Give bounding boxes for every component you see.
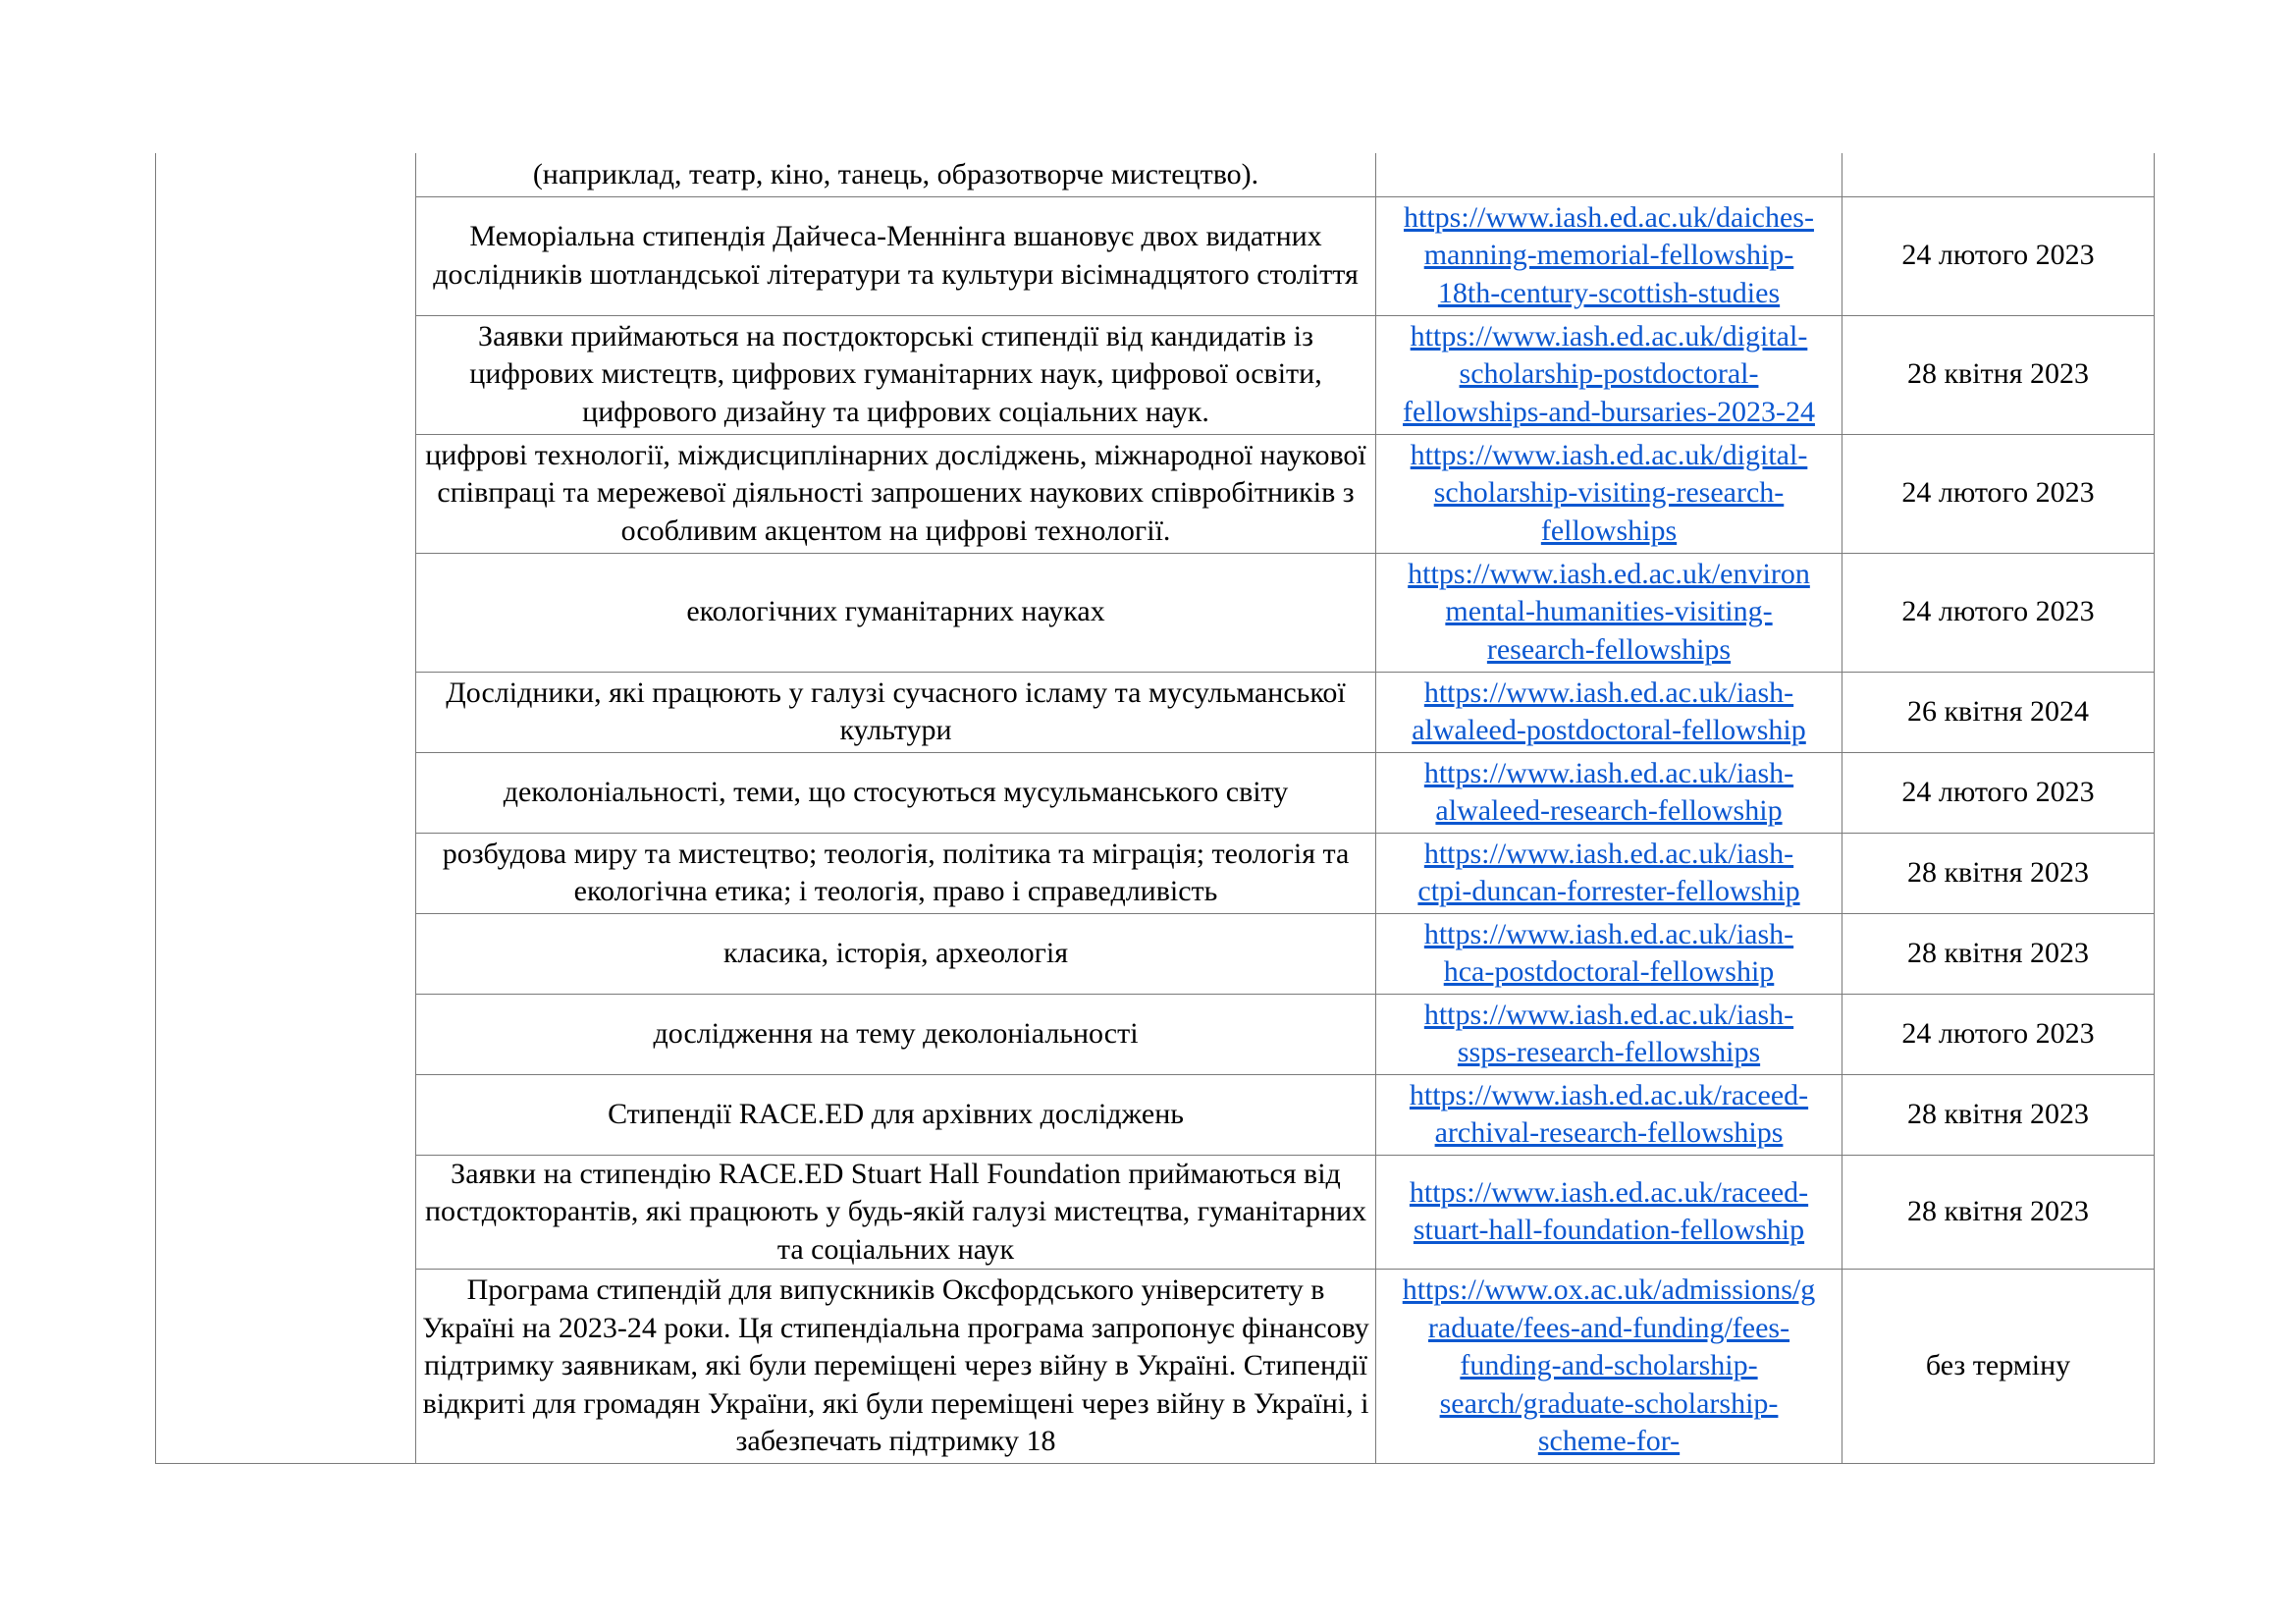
description-cell: [416, 913, 1376, 994]
description-cell: [416, 1155, 1376, 1270]
link-line: https://www.iash.ed.ac.uk/iash-: [1423, 756, 1794, 789]
description-text: деколоніальності, теми, що стосуються мусульманського світу: [503, 775, 1289, 808]
link-line: https://www.ox.ac.uk/admissions/g: [1402, 1273, 1816, 1307]
fellowship-link[interactable]: [1380, 997, 1838, 1072]
link-cell: [1376, 672, 1842, 752]
table-row: [156, 1270, 2155, 1464]
link-line: https://www.iash.ed.ac.uk/raceed-: [1409, 1078, 1809, 1111]
empty-cell: [156, 1074, 416, 1155]
deadline-cell: [1842, 994, 2155, 1074]
table-row: [156, 153, 2155, 196]
description-cell: [416, 672, 1376, 752]
description-cell: [416, 153, 1376, 196]
link-line: archival-research-fellowships: [1434, 1116, 1784, 1149]
fellowship-link[interactable]: [1380, 556, 1838, 670]
description-text: класика, історія, археологія: [722, 936, 1069, 969]
link-line: https://www.iash.ed.ac.uk/environ: [1408, 557, 1810, 590]
link-line: manning-memorial-fellowship-: [1423, 239, 1794, 272]
link-cell: [1376, 1074, 1842, 1155]
deadline-text: 28 квітня 2023: [1906, 1195, 2090, 1227]
link-cell: [1376, 196, 1842, 315]
description-text: розбудова миру та мистецтво; теологія, політика та міграція; теологія та екологічна етика; і теологія, право і справедливість: [442, 837, 1350, 907]
deadline-cell: [1842, 833, 2155, 913]
empty-cell: [156, 833, 416, 913]
link-cell: [1376, 1270, 1842, 1464]
deadline-text: 28 квітня 2023: [1906, 936, 2090, 969]
deadline-text: 24 лютого 2023: [1901, 476, 2095, 510]
description-cell: [416, 1270, 1376, 1464]
table-row: [156, 553, 2155, 672]
description-text: Програма стипендій для випускників Оксфордського університету в Україні на 2023-24 роки. Ця стипендіальна програма запропонує фінансову підтримку заявникам, які були переміщені через війну в Україні. Стипендії відкриті для громадян України, які були переміщені через війну в Україні, і забезпечать підтримку 18: [422, 1273, 1369, 1458]
deadline-cell: [1842, 672, 2155, 752]
empty-cell: [156, 752, 416, 833]
link-line: stuart-hall-foundation-fellowship: [1413, 1214, 1805, 1247]
link-line: research-fellowships: [1486, 632, 1732, 666]
deadline-cell: [1842, 1074, 2155, 1155]
deadline-cell: [1842, 434, 2155, 553]
deadline-text: 24 лютого 2023: [1901, 1016, 2095, 1050]
empty-cell: [156, 1155, 416, 1270]
deadline-text: без терміну: [1925, 1349, 2071, 1382]
link-line: https://www.iash.ed.ac.uk/iash-: [1423, 998, 1794, 1031]
fellowship-link[interactable]: [1380, 755, 1838, 831]
empty-cell: [156, 196, 416, 315]
fellowship-link[interactable]: [1380, 916, 1838, 992]
link-cell: [1376, 1155, 1842, 1270]
fellowship-link[interactable]: [1380, 836, 1838, 911]
description-cell: [416, 434, 1376, 553]
table-row: [156, 672, 2155, 752]
link-cell: [1376, 833, 1842, 913]
link-cell: [1376, 994, 1842, 1074]
deadline-cell: [1842, 196, 2155, 315]
fellowship-link[interactable]: [1380, 318, 1838, 432]
fellowship-link[interactable]: [1380, 437, 1838, 551]
link-line: raduate/fees-and-funding/fees-: [1427, 1311, 1790, 1344]
link-line: scholarship-postdoctoral-: [1459, 357, 1759, 391]
description-cell: [416, 994, 1376, 1074]
description-cell: [416, 196, 1376, 315]
deadline-text: 24 лютого 2023: [1901, 775, 2095, 808]
link-line: https://www.iash.ed.ac.uk/digital-: [1410, 319, 1808, 352]
description-cell: [416, 553, 1376, 672]
fellowship-link[interactable]: [1380, 199, 1838, 313]
empty-cell: [156, 315, 416, 434]
table-row: [156, 913, 2155, 994]
link-line: scheme-for-: [1537, 1425, 1681, 1458]
link-line: alwaleed-postdoctoral-fellowship: [1412, 714, 1806, 746]
link-cell: [1376, 553, 1842, 672]
link-cell: [1376, 913, 1842, 994]
description-cell: [416, 833, 1376, 913]
description-cell: [416, 315, 1376, 434]
link-cell: [1376, 752, 1842, 833]
description-text: Меморіальна стипендія Дайчеса-Меннінга вшановує двох видатних дослідників шотландської літератури та культури вісімнадцятого століття: [433, 220, 1359, 291]
link-line: mental-humanities-visiting-: [1445, 595, 1773, 628]
link-line: https://www.iash.ed.ac.uk/raceed-: [1409, 1175, 1809, 1209]
table-row: [156, 752, 2155, 833]
fellowship-link[interactable]: [1380, 1174, 1838, 1250]
empty-cell: [156, 153, 416, 196]
description-text: екологічних гуманітарних науках: [686, 595, 1105, 628]
link-line: ctpi-duncan-forrester-fellowship: [1417, 875, 1800, 907]
deadline-text: 24 лютого 2023: [1901, 595, 2095, 628]
description-text: цифрові технології, міждисциплінарних досліджень, міжнародної наукової співпраці та мережевої діяльності запрошених наукових співробітників з особливим акцентом на цифрові технології.: [425, 438, 1366, 547]
empty-cell: [156, 672, 416, 752]
deadline-cell: [1842, 1270, 2155, 1464]
table-row: [156, 1155, 2155, 1270]
deadline-cell: [1842, 1155, 2155, 1270]
empty-cell: [156, 434, 416, 553]
link-line: https://www.iash.ed.ac.uk/iash-: [1423, 676, 1794, 709]
link-line: funding-and-scholarship-: [1460, 1349, 1758, 1382]
link-cell: [1376, 315, 1842, 434]
deadline-text: 28 квітня 2023: [1906, 855, 2090, 889]
table-row: [156, 994, 2155, 1074]
table-row: [156, 315, 2155, 434]
deadline-text: 28 квітня 2023: [1906, 1097, 2090, 1130]
link-cell: [1376, 434, 1842, 553]
description-text: Стипендії RACE.ED для архівних досліджень: [608, 1097, 1184, 1130]
fellowships-table: [155, 153, 2155, 1464]
link-line: ssps-research-fellowships: [1457, 1036, 1761, 1068]
table-row: [156, 1074, 2155, 1155]
link-line: fellowships-and-bursaries-2023-24: [1403, 395, 1815, 428]
link-line: https://www.iash.ed.ac.uk/iash-: [1423, 917, 1794, 950]
empty-cell: [156, 913, 416, 994]
deadline-cell: [1842, 315, 2155, 434]
link-cell: [1376, 153, 1842, 196]
table-row: [156, 434, 2155, 553]
deadline-cell: [1842, 553, 2155, 672]
link-line: alwaleed-research-fellowship: [1435, 794, 1783, 827]
deadline-text: 28 квітня 2023: [1906, 357, 2090, 391]
description-text: Дослідники, які працюють у галузі сучасного ісламу та мусульманської культури: [446, 676, 1346, 746]
empty-cell: [156, 553, 416, 672]
fellowship-link[interactable]: [1380, 675, 1838, 750]
empty-cell: [156, 1270, 416, 1464]
link-line: scholarship-visiting-research-: [1433, 476, 1785, 510]
link-line: 18th-century-scottish-studies: [1437, 276, 1781, 309]
link-line: https://www.iash.ed.ac.uk/daiches-: [1404, 200, 1814, 234]
deadline-text: 26 квітня 2024: [1906, 694, 2090, 728]
link-line: https://www.iash.ed.ac.uk/digital-: [1410, 438, 1808, 471]
description-cell: [416, 752, 1376, 833]
deadline-text: 24 лютого 2023: [1901, 239, 2095, 272]
empty-cell: [156, 994, 416, 1074]
description-text: Заявки на стипендію RACE.ED Stuart Hall Foundation приймаються від постдокторантів, які працюють у будь-якій галузі мистецтва, гуманітарних та соціальних наук: [424, 1157, 1367, 1266]
table-row: [156, 196, 2155, 315]
description-cell: [416, 1074, 1376, 1155]
fellowship-link[interactable]: [1380, 1077, 1838, 1153]
table-row: [156, 833, 2155, 913]
fellowship-link[interactable]: [1380, 1272, 1838, 1461]
description-text: дослідження на тему деколоніальності: [653, 1016, 1139, 1050]
link-line: fellowships: [1540, 514, 1678, 547]
description-text: (наприклад, театр, кіно, танець, образотворче мистецтво).: [532, 157, 1259, 190]
link-line: https://www.iash.ed.ac.uk/iash-: [1423, 837, 1794, 870]
link-line: hca-postdoctoral-fellowship: [1443, 955, 1775, 988]
deadline-cell: [1842, 913, 2155, 994]
link-line: search/graduate-scholarship-: [1439, 1386, 1779, 1420]
table-body: [156, 153, 2155, 1464]
deadline-cell: [1842, 153, 2155, 196]
description-text: Заявки приймаються на постдокторські стипендії від кандидатів із цифрових мистецтв, цифрових гуманітарних наук, цифрової освіти, цифрового дизайну та цифрових соціальних наук.: [469, 319, 1322, 428]
deadline-cell: [1842, 752, 2155, 833]
